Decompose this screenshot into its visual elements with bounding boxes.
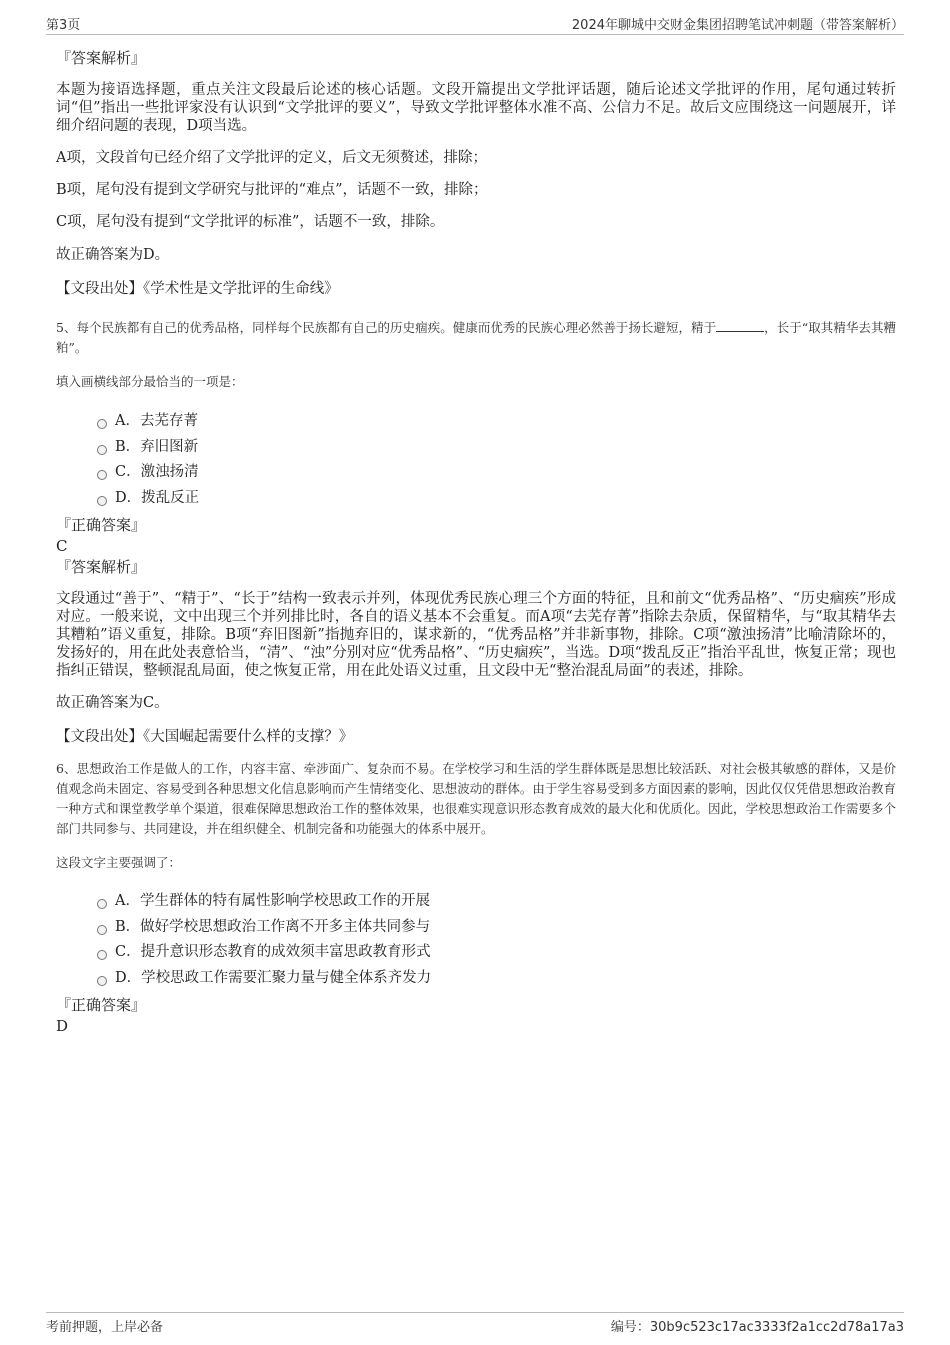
radio-icon[interactable] — [97, 899, 107, 909]
q5-analysis-label: 『答案解析』 — [56, 558, 147, 576]
option-text: 弃旧图新 — [140, 438, 199, 455]
q6-option-d[interactable] — [56, 966, 896, 992]
radio-icon[interactable] — [97, 976, 107, 986]
q4-analysis-label: 『答案解析』 — [56, 49, 147, 67]
document-id: 编号：30b9c523c17ac3333f2a1cc2d78a17a3 — [610, 1320, 904, 1335]
q5-stem-after: ，长于“取其精华去其糟粕”。 — [56, 320, 896, 355]
option-text: 学校思政工作需要汇聚力量与健全体系齐发力 — [141, 969, 432, 986]
radio-icon[interactable] — [97, 445, 107, 455]
q5-answer: C — [56, 537, 68, 555]
option-letter: D． — [115, 489, 142, 506]
option-text: 去芜存菁 — [139, 413, 198, 429]
radio-icon[interactable] — [97, 950, 107, 960]
q4-option-b-analysis: B项，尾句没有提到文学研究与批评的“难点”，话题不一致，排除； — [56, 182, 488, 198]
q6-answer: D — [56, 1017, 69, 1035]
q5-source: 【文段出处】《大国崛起需要什么样的支撑？》 — [56, 729, 354, 745]
option-text: 学生群体的特有属性影响学校思政工作的开展 — [139, 893, 430, 909]
page-number: 第3页 — [46, 18, 81, 33]
q4-source: 【文段出处】《学术性是文学批评的生命线》 — [56, 281, 339, 297]
q5-prompt: 填入画横线部分最恰当的一项是： — [56, 374, 244, 389]
q6-answer-label: 『正确答案』 — [56, 996, 147, 1014]
q5-options — [56, 409, 896, 511]
option-letter: C． — [115, 464, 141, 480]
q6-stem: 6、思想政治工作是做人的工作，内容丰富、牵涉面广、复杂而不易。在学校学习和生活的学生群体既是思想比较活跃、对社会极其敏感的群体，又是价值观念尚未固定、容易受到各种思想文化信息影响而产生情绪变化、思想波动的群体。由于学生容易受到多方面因素的影响，因此仅仅凭借思想政治教育一种方式和课堂教学单个渠道，很难保障思想政治工作的整体效果，也很难实现意识形态教育成效的最大化和优质化。因此，学校思想政治工作需要多个部门共同参与、共同建设，并在组织健全、机制完备和功能强大的体系中展开。 — [56, 761, 896, 836]
q4-option-a-analysis: A项，文段首句已经介绍了文学批评的定义，后文无须赘述，排除； — [56, 150, 487, 166]
q5-answer-label: 『正确答案』 — [56, 516, 147, 534]
option-letter: B． — [115, 438, 141, 455]
q6-option-b[interactable] — [56, 915, 896, 941]
q5-option-b[interactable] — [56, 435, 896, 461]
option-text: 提升意识形态教育的成效须丰富思政教育形式 — [140, 944, 431, 960]
q5-option-c[interactable] — [56, 460, 896, 486]
option-letter: A． — [115, 893, 140, 909]
radio-icon[interactable] — [97, 419, 107, 429]
page-footer — [46, 1312, 904, 1335]
radio-icon[interactable] — [97, 470, 107, 480]
option-letter: C． — [115, 944, 141, 960]
radio-icon[interactable] — [97, 496, 107, 506]
page-content — [56, 46, 896, 1036]
q5-analysis-text: 文段通过“善于”、“精于”、“长于”结构一致表示并列，体现优秀民族心理三个方面的特征，且和前文“优秀品格”、“历史痼疾”形成对应。一般来说，文中出现三个并列排比时，各自的语义基本不会重复。而A项“去芜存菁”指除去杂质，保留精华，与“取其精华去其糟粕”语义重复，排除。B项“弃旧图新”指抛弃旧的，谋求新的，“优秀品格”并非新事物，排除。C项“激浊扬清”比喻清除坏的，发扬好的，用在此处表意恰当，“清”、“浊”分别对应“优秀品格”、“历史痼疾”，当选。D项“拨乱反正”指治平乱世，恢复正常；现也指纠正错误，整顿混乱局面，使之恢复正常，用在此处语义过重，且文段中无“整治混乱局面”的表述，排除。 — [56, 591, 896, 679]
q6-option-c[interactable] — [56, 940, 896, 966]
q6-prompt: 这段文字主要强调了： — [56, 855, 182, 870]
q6-option-a[interactable] — [56, 889, 896, 915]
q5-option-a[interactable] — [56, 409, 896, 435]
q6-options — [56, 889, 896, 991]
option-letter: B． — [115, 918, 141, 935]
page-header — [46, 14, 904, 35]
footer-slogan: 考前押题，上岸必备 — [46, 1320, 164, 1335]
q5-blank — [716, 319, 764, 332]
option-letter: D． — [115, 969, 142, 986]
option-letter: A． — [115, 413, 140, 429]
q4-option-c-analysis: C项，尾句没有提到“文学批评的标准”，话题不一致，排除。 — [56, 214, 445, 230]
q4-conclusion: 故正确答案为D。 — [56, 247, 170, 263]
q5-stem-before: 5、每个民族都有自己的优秀品格，同样每个民族都有自己的历史痼疾。健康而优秀的民族心理必然善于扬长避短，精于 — [56, 320, 717, 335]
q5-option-d[interactable] — [56, 486, 896, 512]
q5-stem — [56, 318, 896, 358]
radio-icon[interactable] — [97, 925, 107, 935]
q5-conclusion: 故正确答案为C。 — [56, 695, 169, 711]
document-title: 2024年聊城中交财金集团招聘笔试冲刺题（带答案解析） — [571, 18, 904, 33]
q4-analysis-text: 本题为接语选择题，重点关注文段最后论述的核心话题。文段开篇提出文学批评话题，随后论述文学批评的作用，尾句通过转折词“但”指出一些批评家没有认识到“文学批评的要义”，导致文学批评整体水准不高、公信力不足。故后文应围绕这一问题展开，详细介绍问题的表现，D项当选。 — [56, 82, 896, 134]
option-text: 做好学校思想政治工作离不开多主体共同参与 — [140, 918, 431, 935]
option-text: 激浊扬清 — [140, 464, 199, 480]
option-text: 拨乱反正 — [141, 489, 200, 506]
